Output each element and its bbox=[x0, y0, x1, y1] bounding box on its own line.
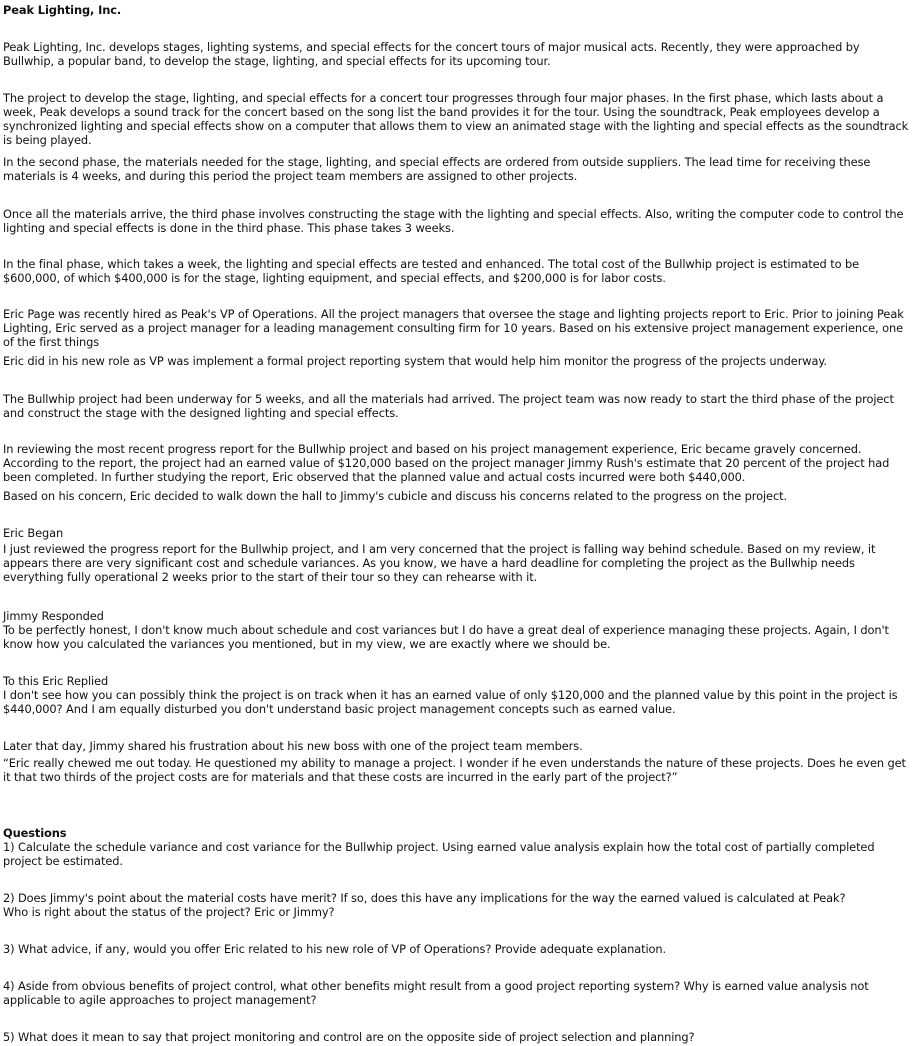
question-4: 4) Aside from obvious benefits of project control, what other benefits might result from a good project reporting system? Why is earned value analysis not applicable to agile approaches to project management? bbox=[3, 979, 869, 1007]
paragraph-concern: Based on his concern, Eric decided to walk down the hall to Jimmy's cubicle and discuss his concerns related to the progress on the project. bbox=[3, 489, 787, 503]
paragraph-later: Later that day, Jimmy shared his frustration about his new boss with one of the project team members. bbox=[3, 739, 583, 753]
speech-eric-began: I just reviewed the progress report for the Bullwhip project, and I am very concerned that the project is falling way behind schedule. Based on my review, it appears there are very significant cost and schedule variances. As you know, we have a hard deadline for completing the project as the Bullwhip needs everything fully operational 2 weeks prior to the start of their tour so they can rehearse with it. bbox=[3, 542, 876, 584]
question-3: 3) What advice, if any, would you offer Eric related to his new role of VP of Operations? Provide adequate explanation. bbox=[3, 942, 667, 956]
question-5: 5) What does it mean to say that project monitoring and control are on the opposite side of project selection and planning? bbox=[3, 1030, 695, 1044]
questions-heading: Questions bbox=[3, 826, 67, 840]
speech-jimmy: To be perfectly honest, I don't know much about schedule and cost variances but I do have a great deal of experience managing these projects. Again, I don't know how you calculated the variances you mentioned, but in my view, we are exactly where we should be. bbox=[3, 623, 889, 651]
question-2-part-b: Who is right about the status of the project? Eric or Jimmy? bbox=[3, 905, 335, 919]
eric-intro-text: Eric Page was recently hired as Peak's VP of Operations. All the project managers that oversee the stage and lighting projects report to Eric. Prior to joining Peak Lighting, Eric served as a project manager for a leading management consulting firm for 10 years. Based on his extensive project management experience, one of the first things bbox=[3, 307, 904, 349]
paragraph-phase-final: In the final phase, which takes a week, the lighting and special effects are tested and enhanced. The total cost of the Bullwhip project is estimated to be $600,000, of which $400,000 is for the stage, lighting equipment, and special effects, and $200,000 is for labor costs. bbox=[3, 257, 860, 285]
dialogue-eric-replied bbox=[3, 674, 909, 716]
paragraph-phase-overview: The project to develop the stage, lighting, and special effects for a concert tour progresses through four major phases. In the first phase, which lasts about a week, Peak develops a sound track for the concert based on the song list the band provides it for the tour. Using the soundtrack, Peak employees develop a synchronized lighting and special effects show on a computer that allows them to view an animated stage with the lighting and special effects as the soundtrack is being played. bbox=[3, 91, 909, 147]
paragraph-status: The Bullwhip project had been underway for 5 weeks, and all the materials had arrived. The project team was now ready to start the third phase of the project and construct the stage with the designed lighting and special effects. bbox=[3, 392, 894, 420]
paragraph-quote: “Eric really chewed me out today. He questioned my ability to manage a project. I wonder if he even understands the nature of these projects. Does he even get it that two thirds of the project costs are for materials and that these costs are incurred in the early part of the project?” bbox=[3, 756, 906, 784]
eric-intro-continued: Eric did in his new role as VP was implement a formal project reporting system that would help him monitor the progress of the projects underway. bbox=[3, 354, 827, 368]
paragraph-eric-intro bbox=[3, 307, 909, 368]
paragraph-intro: Peak Lighting, Inc. develops stages, lighting systems, and special effects for the concert tours of major musical acts. Recently, they were approached by Bullwhip, a popular band, to develop the stage, lighting, and special effects for its upcoming tour. bbox=[3, 40, 860, 68]
question-2-part-a: 2) Does Jimmy's point about the material costs have merit? If so, does this have any implications for the way the earned valued is calculated at Peak? bbox=[3, 891, 846, 905]
speaker-label-eric-replied: To this Eric Replied bbox=[3, 674, 109, 688]
paragraph-phase-two: In the second phase, the materials needed for the stage, lighting, and special effects are ordered from outside suppliers. The lead time for receiving these materials is 4 weeks, and during this period the project team members are assigned to other projects. bbox=[3, 155, 871, 183]
dialogue-eric-began bbox=[3, 526, 909, 584]
speaker-label-eric-began: Eric Began bbox=[3, 526, 64, 540]
question-1: 1) Calculate the schedule variance and cost variance for the Bullwhip project. Using earned value analysis explain how the total cost of partially completed project be estimated. bbox=[3, 840, 875, 868]
dialogue-jimmy-responded bbox=[3, 609, 909, 651]
speech-eric-replied: I don't see how you can possibly think the project is on track when it has an earned value of only $120,000 and the planned value by this point in the project is $440,000? And I am equally disturbed you don't understand basic project management concepts such as earned value. bbox=[3, 688, 898, 716]
paragraph-report: In reviewing the most recent progress report for the Bullwhip project and based on his project management experience, Eric became gravely concerned. According to the report, the project had an earned value of $120,000 based on the project manager Jimmy Rush's estimate that 20 percent of the project had been completed. In further studying the report, Eric observed that the planned value and actual costs incurred were both $440,000. bbox=[3, 442, 890, 484]
question-2 bbox=[3, 891, 909, 919]
paragraph-phase-three: Once all the materials arrive, the third phase involves constructing the stage with the lighting and special effects. Also, writing the computer code to control the lighting and special effects is done in the third phase. This phase takes 3 weeks. bbox=[3, 207, 904, 235]
speaker-label-jimmy: Jimmy Responded bbox=[3, 609, 104, 623]
document-title: Peak Lighting, Inc. bbox=[3, 3, 122, 17]
